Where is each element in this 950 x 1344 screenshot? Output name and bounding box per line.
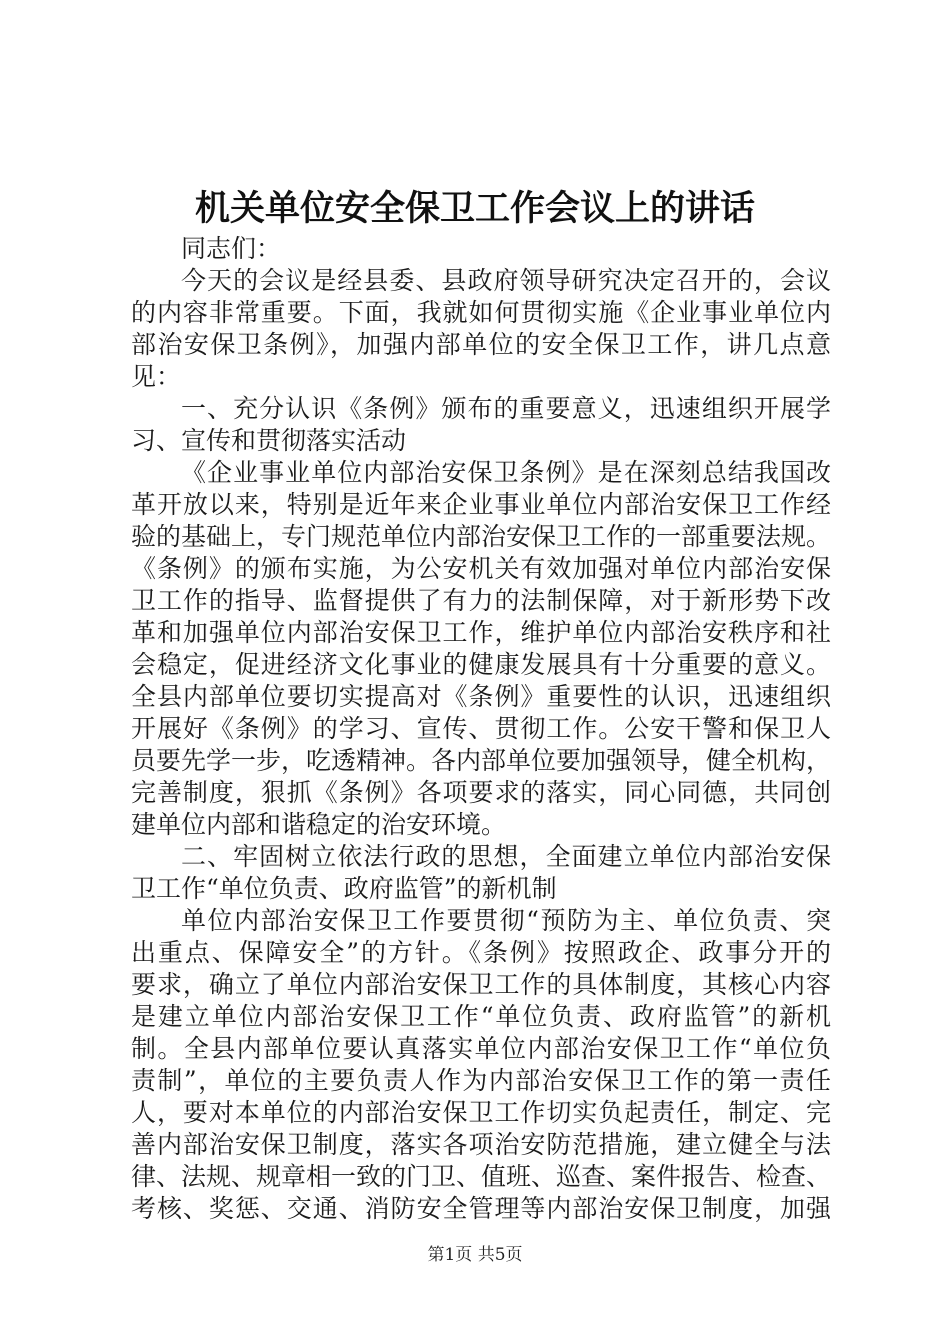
text-line: 制。全县内部单位要认真落实单位内部治安保卫工作“单位负 bbox=[131, 1034, 831, 1063]
text-line: 卫工作“单位负责、政府监管”的新机制 bbox=[131, 874, 557, 903]
text-line: 《企业事业单位内部治安保卫条例》是在深刻总结我国改 bbox=[181, 458, 831, 487]
text-line: 革开放以来，特别是近年来企业事业单位内部治安保卫工作经 bbox=[131, 490, 831, 519]
text-line: 律、法规、规章相一致的门卫、值班、巡查、案件报告、检查、 bbox=[131, 1162, 832, 1191]
text-line: 单位内部治安保卫工作要贯彻“预防为主、单位负责、突 bbox=[181, 906, 831, 935]
text-line: 要求，确立了单位内部治安保卫工作的具体制度，其核心内容 bbox=[131, 970, 831, 999]
text-line: 一、充分认识《条例》颁布的重要意义，迅速组织开展学 bbox=[181, 394, 831, 423]
text-line: 出重点、保障安全”的方针。《条例》按照政企、政事分开的 bbox=[131, 938, 831, 967]
document-body bbox=[131, 233, 831, 1225]
text-line: 是建立单位内部治安保卫工作“单位负责、政府监管”的新机 bbox=[131, 1002, 831, 1031]
text-line: 员要先学一步，吃透精神。各内部单位要加强领导，健全机构， bbox=[131, 746, 832, 775]
text-line: 部治安保卫条例》，加强内部单位的安全保卫工作，讲几点意 bbox=[131, 330, 831, 359]
text-line: 的内容非常重要。下面，我就如何贯彻实施《企业事业单位内 bbox=[131, 298, 831, 327]
page-footer: 第1页 共5页 bbox=[427, 1245, 523, 1265]
text-line: 二、牢固树立依法行政的思想，全面建立单位内部治安保 bbox=[181, 842, 831, 871]
document-title: 机关单位安全保卫工作会议上的讲话 bbox=[194, 188, 755, 229]
text-line: 今天的会议是经县委、县政府领导研究决定召开的，会议 bbox=[181, 266, 831, 295]
text-line: 验的基础上，专门规范单位内部治安保卫工作的一部重要法规。 bbox=[131, 522, 832, 551]
text-line: 考核、奖惩、交通、消防安全管理等内部治安保卫制度，加强 bbox=[131, 1194, 831, 1223]
text-line: 会稳定，促进经济文化事业的健康发展具有十分重要的意义。 bbox=[131, 650, 831, 679]
text-line: 见： bbox=[131, 362, 182, 391]
text-line: 完善制度，狠抓《条例》各项要求的落实，同心同德，共同创 bbox=[131, 778, 831, 807]
text-line: 革和加强单位内部治安保卫工作，维护单位内部治安秩序和社 bbox=[131, 618, 831, 647]
text-line: 习、宣传和贯彻落实活动 bbox=[131, 426, 407, 455]
text-line: 全县内部单位要切实提高对《条例》重要性的认识，迅速组织 bbox=[131, 682, 831, 711]
text-line: 《条例》的颁布实施，为公安机关有效加强对单位内部治安保 bbox=[131, 554, 831, 583]
text-line: 善内部治安保卫制度，落实各项治安防范措施，建立健全与法 bbox=[131, 1130, 831, 1159]
text-line: 开展好《条例》的学习、宣传、贯彻工作。公安干警和保卫人 bbox=[131, 714, 831, 743]
text-line: 卫工作的指导、监督提供了有力的法制保障，对于新形势下改 bbox=[131, 586, 831, 615]
text-line: 同志们： bbox=[181, 234, 282, 263]
text-line: 责制”，单位的主要负责人作为内部治安保卫工作的第一责任 bbox=[131, 1066, 831, 1095]
text-line: 人，要对本单位的内部治安保卫工作切实负起责任，制定、完 bbox=[131, 1098, 831, 1127]
text-line: 建单位内部和谐稳定的治安环境。 bbox=[131, 810, 507, 839]
